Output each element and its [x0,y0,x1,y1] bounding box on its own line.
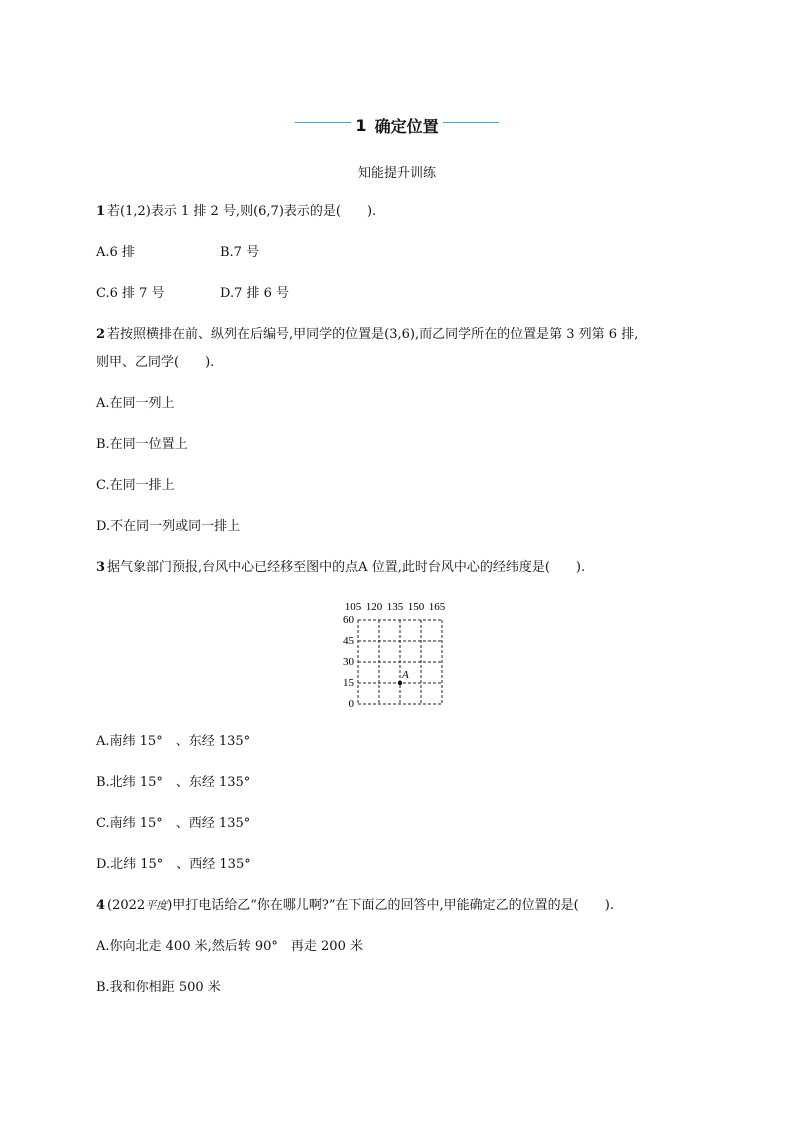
page-title [0,112,794,138]
q2-option-a[interactable]: A.在同一列上 [96,396,175,411]
y-tick-label: 0 [348,698,354,708]
question-4-text-pre: (2022 [107,898,146,913]
title-left-rule [295,122,351,123]
q2-option-b[interactable]: B.在同一位置上 [96,437,188,452]
q1-option-c[interactable]: C.6 排 7 号 [96,286,165,301]
title-right-rule [443,122,499,123]
q1-option-a[interactable]: A.6 排 [96,245,135,260]
grid-lines [358,620,442,704]
title-text: 确定位置 [374,116,439,136]
x-tick-label: 120 [365,601,383,613]
q3-option-d[interactable]: D.北纬 15° 、西经 135° [96,857,251,872]
question-2-stem-line2: 则甲、乙同学( ). [96,355,215,370]
q1-option-d[interactable]: D.7 排 6 号 [220,286,290,301]
q3-option-b[interactable]: B.北纬 15° 、东经 135° [96,775,251,790]
question-3-stem [96,560,585,576]
question-1-text: 若(1,2)表示 1 排 2 号,则(6,7)表示的是( ). [107,204,377,219]
longitude-ticks [345,601,446,613]
question-4-text-post: )甲打电话给乙“你在哪儿啊?”在下面乙的回答中,甲能确定乙的位置的是( ). [167,898,614,913]
q3-option-c[interactable]: C.南纬 15° 、西经 135° [96,816,251,831]
y-tick-label: 15 [343,677,354,689]
question-3-text: 据气象部门预报,台风中心已经移至图中的点A 位置,此时台风中心的经纬度是( ). [107,560,586,575]
question-2-stem-line1 [96,327,638,343]
question-4-source: 平度 [145,899,168,912]
latitude-ticks [343,614,355,708]
question-2-number: 2 [96,327,106,342]
question-1-options-row1 [96,245,496,261]
q2-option-c[interactable]: C.在同一排上 [96,478,175,493]
point-a-label: A [402,669,409,681]
x-tick-label: 150 [407,601,425,613]
q4-option-b[interactable]: B.我和你相距 500 米 [96,980,221,995]
question-1-number: 1 [96,204,106,219]
y-tick-label: 30 [343,656,354,668]
y-tick-label: 45 [343,635,354,647]
section-subtitle: 知能提升训练 [357,166,436,181]
question-4-stem [96,898,614,914]
x-tick-label: 135 [386,601,404,613]
question-2-text-1: 若按照横排在前、纵列在后编号,甲同学的位置是(3,6),而乙同学所在的位置是第 3 列第 6 排, [107,327,639,342]
q3-option-a[interactable]: A.南纬 15° 、东经 135° [96,734,251,749]
y-tick-label: 60 [343,614,354,626]
x-tick-label: 105 [344,601,362,613]
question-1-options-row2 [96,286,496,302]
question-3-number: 3 [96,560,106,575]
q2-option-d[interactable]: D.不在同一列或同一排上 [96,519,241,534]
q4-option-a[interactable]: A.你向北走 400 米,然后转 90° 再走 200 米 [96,939,363,954]
point-a-marker [398,681,402,685]
question-1-stem [96,204,376,220]
lat-lon-grid-figure [336,598,460,708]
q1-option-b[interactable]: B.7 号 [220,245,260,260]
title-number: 1 [355,115,367,135]
question-4-number: 4 [96,898,106,913]
x-tick-label: 165 [428,601,446,613]
